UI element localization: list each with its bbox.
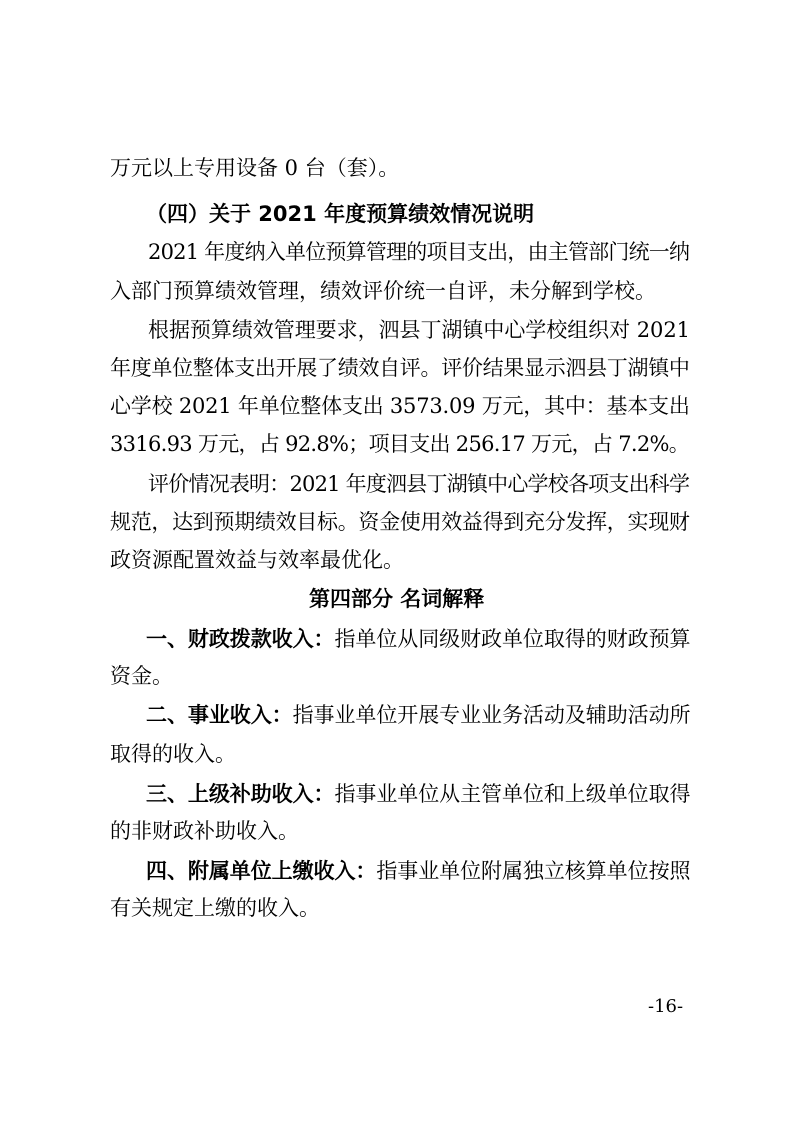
definition-text: 指事业单位从主管单位和上级单位取得 <box>334 782 691 806</box>
paragraph-line: 根据预算绩效管理要求，泗县丁湖镇中心学校组织对 2021 <box>148 318 690 342</box>
paragraph-line: 3316.93 万元，占 92.8%；项目支出 256.17 万元，占 7.2%。 <box>110 432 690 456</box>
paragraph-line: 规范，达到预期绩效目标。资金使用效益得到充分发挥，实现财 <box>110 510 690 534</box>
definition-text: 指单位从同级财政单位取得的财政预算 <box>334 627 691 651</box>
definition-line <box>146 703 690 727</box>
paragraph-line: 有关规定上缴的收入。 <box>110 896 320 920</box>
paragraph-line: 取得的收入。 <box>110 742 236 766</box>
definition-term: 三、上级补助收入： <box>146 782 335 806</box>
paragraph-line: 资金。 <box>110 664 173 688</box>
paragraph-line: 2021 年度纳入单位预算管理的项目支出，由主管部门统一纳 <box>148 240 690 264</box>
definition-term: 一、财政拨款收入： <box>146 627 335 651</box>
paragraph-line: 政资源配置效益与效率最优化。 <box>110 548 404 572</box>
definition-text: 指事业单位附属独立核算单位按照 <box>376 859 691 883</box>
paragraph-line: 的非财政补助收入。 <box>110 819 299 843</box>
part-title: 第四部分 名词解释 <box>309 587 485 611</box>
definition-term: 二、事业收入： <box>146 703 293 727</box>
definition-line <box>146 859 690 883</box>
definition-line <box>146 627 690 651</box>
definition-term: 四、附属单位上缴收入： <box>146 859 377 883</box>
section-heading: （四）关于 2021 年度预算绩效情况说明 <box>146 202 535 226</box>
paragraph-line: 入部门预算绩效管理，绩效评价统一自评，未分解到学校。 <box>110 279 656 303</box>
definition-text: 指事业单位开展专业业务活动及辅助活动所 <box>292 703 691 727</box>
paragraph-line: 年度单位整体支出开展了绩效自评。评价结果显示泗县丁湖镇中 <box>110 356 690 380</box>
page-number: -16- <box>648 996 684 1017</box>
paragraph-line: 心学校 2021 年单位整体支出 3573.09 万元，其中：基本支出 <box>110 394 690 418</box>
paragraph-line: 万元以上专用设备 0 台（套）。 <box>110 156 400 180</box>
definition-line <box>146 782 690 806</box>
paragraph-line: 评价情况表明：2021 年度泗县丁湖镇中心学校各项支出科学 <box>148 472 690 496</box>
